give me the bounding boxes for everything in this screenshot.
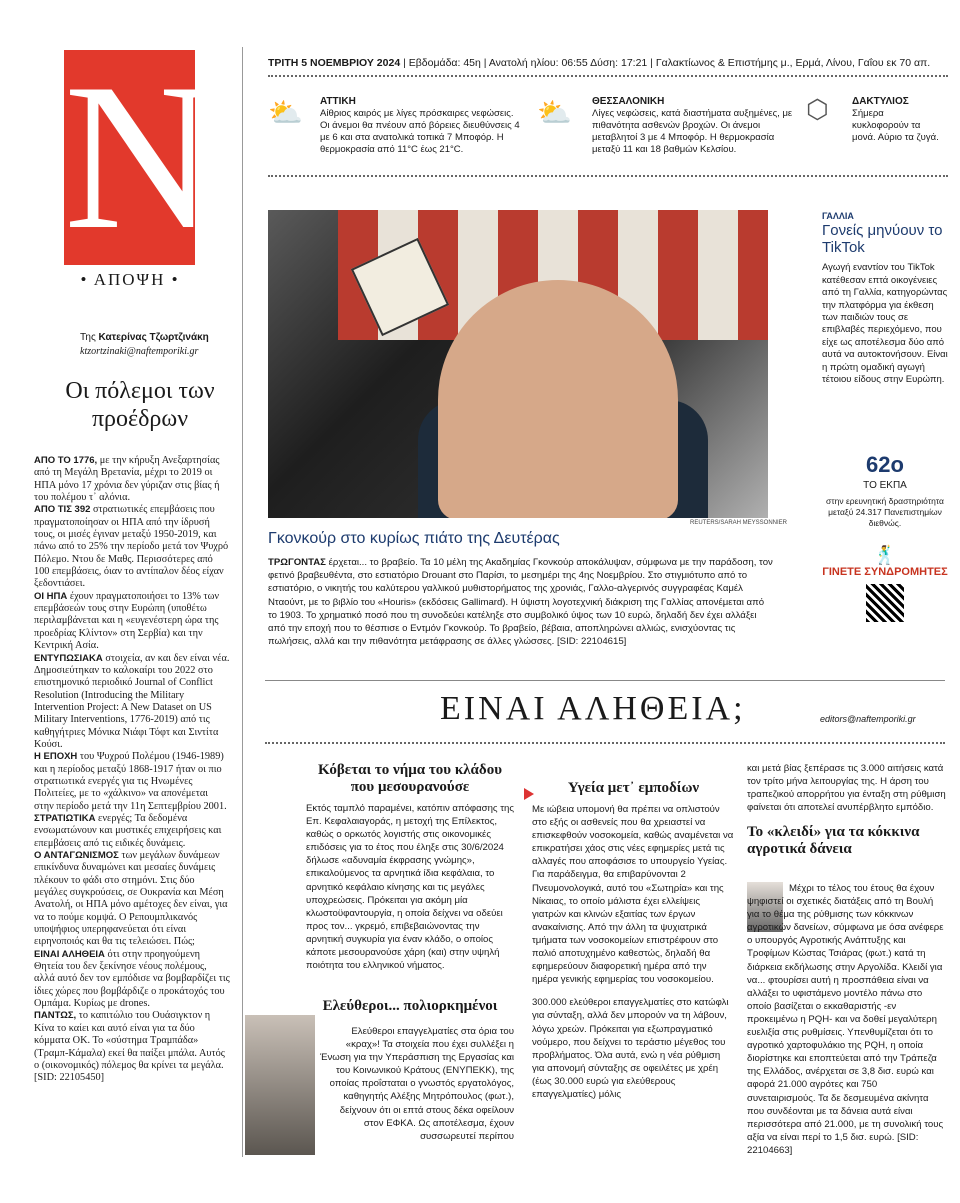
figure-icon: 🕺 bbox=[873, 545, 897, 565]
column-3: και μετά βίας ξεπέρασε τις 3.000 αιτήσεις κατά τον τρίτο μήνα λειτουργίας της. Η άρση του τραπεζικού απορρήτου για ένταξη στη ρύθμιση φαίνεται ότι αποτελεί ανυπέρβλητο εμπόδιο. Το «κλειδί» για τα κόκκινα αγροτικά δάνεια bbox=[747, 763, 946, 858]
subscribe-label[interactable]: ΓΙΝΕΤΕ ΣΥΝΔΡΟΜΗΤΕΣ bbox=[822, 566, 948, 578]
editors-email[interactable]: editors@naftemporiki.gr bbox=[820, 714, 916, 724]
section-rule bbox=[265, 680, 945, 681]
weather-attica: ΑΤΤΙΚΗ Αίθριος καιρός με λίγες πρόσκαιρες νεφώσεις. Οι άνεμοι θα πνέουν από βόρειες διευθύνσεις 4 με 6 και στα ανατολικά τοπικά 7 Μποφόρ. Η θερμοκρασία από 11°C έως 21°C. bbox=[320, 96, 520, 155]
ranking-number: 62ο bbox=[866, 452, 904, 477]
column-3-text: Μέχρι το τέλος του έτους θα έχουν ψηφιστεί οι σχετικές διατάξεις από τη Βουλή για το θέμα της ρύθμισης των κόκκινων αγροτικών δανείων, σύμφωνα με όσα ανέφερε ο υπουργός Αγροτικής Ανάπτυξης και Τροφίμων Κώστας Τσιάρας (φωτ.) κατά τη διάρκεια εκδήλωσης στην Αργολίδα. Κλειδί για να... φτουρίσει αυτή η προσπάθεια είναι να αλλάξει το υφιστάμενο μοντέλο πάνω στο οποίο βασίζεται ο εκκαθαριστής -εν προκειμένω η PQH- και να δοθεί μεγαλύτερη ευελιξία στις ρυθμίσεις. Υπενθυμίζεται ότι το αγροτικό χαρτοφυλάκιο της PQH, η οποία διορίστηκε και εποπτεύεται από την Τράπεζα της Ελλάδος, ανέρχεται σε 3,8 δισ. ευρώ και αφορά 21.000 αγρότες και 750 συνεταιρισμούς. Τα δε δεσμευμένα ακίνητα που συνδέονται με τα δάνεια αυτά είναι περισσότερα από 21.000, με τη συνολική τους αξία να είναι περί το 1,5 δισ. ευρώ. [SID: 22104663] bbox=[747, 883, 944, 1156]
sidebar-tiktok: ΓΑΛΛΙΑ Γονείς μηνύουν το TikTok Αγωγή εναντίον του TikTok κατέθεσαν επτά οικογένειες από τη Γαλλία, κατηγορώντας την πλατφόρμα για έκθεση των παιδιών τους σε επιβλαβές περιεχόμενο, που είχε ως αποτέλεσμα δύο από αυτά να αυτοκτονήσουν. Είναι η πρώτη ομαδική αγωγή τέτοιου είδους στην Ευρώπη. bbox=[822, 211, 948, 386]
column-1b-text: Ελεύθεροι επαγγελματίες στα όρια του «κραχ»! Τα στοιχεία που έχει συλλέξει η Ένωση για την Υπεράσπιση της Εργασίας και του Κοινωνικού Κράτους (ΕΝΥΠΕΚΚ), της οποίας προΐσταται ο γνωστός εργατολόγος, καθηγητής Αλέξης Μητρόπουλος (φωτ.), δείχνουν ότι οι επτά στους δέκα οφείλουν στον ΕΦΚΑ. Ως αποτέλεσμα, έχουν συσσωρευτεί περίπου bbox=[319, 1026, 514, 1142]
dotted-rule bbox=[265, 742, 945, 747]
goncourt-photo bbox=[268, 210, 768, 518]
opinion-paragraph: ΑΠΟ ΤΙΣ 392 στρατιωτικές επεμβάσεις που πραγματοποίησαν οι ΗΠΑ από την ίδρυσή τους, οι μισές έγιναν μεταξύ 1950-2019, και πάνω από το 25% την περίοδο μετά τον Ψυχρό Πόλεμο. Ντου δε Μαθς. Περισσότερες από 100 επεμβάσεις, όιαν το αντίπαλον δέος είχαν ξεδοντιάσει. bbox=[34, 504, 229, 590]
opinion-paragraph: Ο ΑΝΤΑΓΩΝΙΣΜΟΣ των μεγάλων δυνάμεων επικίνδυνα δυναμώνει και μεσαίες δυνάμεις πλέκουν το φάδι στο στημόνι. Στις δύο μεγάλες συγκρούσεις, σε Ουκρανία και Μέση Ανατολή, οι ΗΠΑ μόνο αμέτοχες δεν είναι, για να το πούμε κομψά. Ο Ρεπουμπλικανός υποψήφιος υπερηφανεύεται ότι είναι ειρηνοποιός και θα τις τελειώσει. Πώς; bbox=[34, 850, 228, 948]
einai-alitheia-title: ΕΙΝΑΙ ΑΛΗΘΕΙΑ; bbox=[440, 690, 746, 727]
date-bar: ΤΡΙΤΗ 5 ΝΟΕΜΒΡΙΟΥ 2024 | Εβδομάδα: 45η | Ανατολή ηλίου: 06:55 Δύση: 17:21 | Γαλακτίωνος & Επιστήμης μ., Ερμά, Λίνου, Γαΐου εκ 70 απ. bbox=[268, 57, 931, 69]
ranking-text: στην ερευνητική δραστηριότητα μεταξύ 24.317 Πανεπιστημίων διεθνώς. bbox=[826, 496, 944, 528]
mitropoulos-photo bbox=[245, 1015, 315, 1155]
opinion-body bbox=[34, 455, 230, 1085]
partly-cloudy-icon: ⛅ bbox=[268, 97, 303, 128]
opinion-paragraph: ΠΑΝΤΩΣ, το καπιτώλιο του Ουάσιγκτον η Κίνα το καίει και αυτό είναι για τα δύο κόμματα ΟΚ. Το «σύστημα Τραμπάδα» (Τραμπ-Κάμαλα) εκεί θα παίξει μπάλα. Αυτός ο (οικονομικός) πόλεμος θα κρίνει τα μεγάλα. [SID: 22105450] bbox=[34, 1010, 225, 1084]
newspaper-logo: N bbox=[64, 41, 216, 273]
ranking-label: ΤΟ ΕΚΠΑ bbox=[863, 480, 907, 491]
opinion-paragraph: ΟΙ ΗΠΑ έχουν πραγματοποιήσει το 13% των επεμβάσεών τους στην Ευρώπη (υποθέτω περιλαμβάνεται και η «ευγενέστερη ώρα της προεδρίας Κλίντον» στη Σερβία) και την Κεντρική Ασία. bbox=[34, 590, 220, 652]
qr-code-icon[interactable] bbox=[866, 584, 904, 622]
opinion-paragraph: Η ΕΠΟΧΗ του Ψυχρού Πολέμου (1946-1989) και η περίοδος μεταξύ 1868-1917 ήταν οι πιο στρατιωτικά ενεργές για τις Ηνωμένες Πολιτείες, με το «χάλκινο» να απονέμεται στην περίοδο μετά την 11η Σεπτεμβρίου 2001. bbox=[34, 751, 227, 812]
opinion-paragraph: ΕΙΝΑΙ ΑΛΗΘΕΙΑ ότι στην προηγούμενη Θητεία του δεν ξεκίνησε νέους πολέμους, αλλά αυτό δεν τον εμπόδισε να βομβαρδίζει τις ίδιες χώρες που βομβάρδιζε ο προκάτοχός του Ομπάμα. Κυρίως με drones. bbox=[34, 948, 230, 1010]
section-label: • ΑΠΟΨΗ • bbox=[80, 270, 180, 289]
photo-text: ΤΡΩΓΟΝΤΑΣ έρχεται... το βραβείο. Τα 10 μέλη της Ακαδημίας Γκονκούρ αποκάλυψαν, σύμφωνα με την παράδοση, τον φετινό βραβευθέντα, στο εστιατόριο Drouant στο Παρίσι, το μεσημέρι της 4ης Νοεμβρίου. Στο στιγμιότυπο από το εστιατόριο, ο νικητής του καλύτερου γαλλικού μυθιστορήματος της χρονιάς, Γαλλο-αλγερινός συγγραφέας Καμέλ Νταούντ, με το βιβλίο του «Houris» (εκδόσεις Gallimard). Η ύψιστη λογοτεχνική διάκριση της Γαλλίας απονέμεται από το 1903. Το χρηματικό ποσό που τη συνοδεύει κατέληξε στο συμβολικό ύψος των 10 ευρώ, δηλαδή δεν έχει αλλάξει από την εποχή που το θέσπισε ο Εντμόν Γκονκούρ. Το βραβείο, βέβαια, αποπληρώνει αλλιώς, ενισχύοντας τις πωλήσεις, αλλά και την πιθανότητα μετάφρασης σε άλλες γλώσσες. [SID: 22104615] bbox=[268, 557, 773, 648]
opinion-paragraph: ΕΝΤΥΠΩΣΙΑΚΑ στοιχεία, αν και δεν είναι νέα. Δημοσιεύτηκαν το καλοκαίρι του 2022 στο επιστημονικό περιοδικό Journal of Conflict Resolution (Introducing the Military Intervention Project: A New Dataset on US Military Interventions, 1776-2019) από τις καθηγήτριες Μόνικα Νιάφι Τόφτ και Σιντίτα Κούσι. bbox=[34, 652, 230, 750]
ring-road-icon: ⬡ bbox=[806, 94, 829, 124]
column-2: Υγεία μετ᾽ εμποδίων Με ιώβεια υπομονή θα πρέπει να οπλιστούν στο εξής οι ασθενείς που θα χρειαστεί να επισκεφθούν νοσοκομεία, καθώς αναμένεται να επικρατήσει χάος στις νέες εφημερίες μετά τις αλλαγές που αποφάσισε το υπουργείο Υγείας. Για παράδειγμα, θα επιβαρύνονται 2 Πνευμονολογικά, αυτό του «Σωτηρία» και της Νίκαιας, το οποίο μάλιστα έχει ελλείψεις γιατρών και κλινών εξαιτίας των έργων ανακαίνισης. Από την άλλη τα ψυχιατρικά τμήματα των νοσοκομείων επιστρέφουν στο παλιό αποτυχημένο καθεστώς, δηλαδή θα εφημερεύουν διαφορετική ημέρα από την ημέρα γενικής εφημερίας του νοσοκομείου. 300.000 ελεύθεροι επαγγελματίες στο κατώφλι για σύνταξη, αλλά δεν μπορούν να τη λάβουν, λόγω χρεών. Πρόκειται για εξωπραγματικό νούμερο, που δείχνει το τεράστιο μέγεθος του προβλήματος. Όλα αυτά, ενώ η νέα ρύθμιση για απονομή σύνταξης σε οφειλέτες με χρέη (έως 30.000 ευρώ για ελεύθερους επαγγελματίες) μόλις bbox=[532, 780, 734, 1100]
photo-headline: Γκονκούρ στο κυρίως πιάτο της Δευτέρας bbox=[268, 530, 560, 547]
column-divider bbox=[242, 47, 243, 1157]
dotted-rule bbox=[268, 175, 948, 180]
byline: Της Κατερίνας Τζωρτζινάκη bbox=[80, 332, 209, 343]
opinion-paragraph: ΣΤΡΑΤΙΩΤΙΚΑ ενεργές; Τα δεδομένα ενσωματώνουν και μυστικές επιχειρήσεις και επεμβάσεις από τις ειδικές δυνάμεις. bbox=[34, 812, 222, 849]
column-1b: Ελεύθεροι... πολιορκημένοι bbox=[322, 998, 498, 1014]
photo-credit: REUTERS/SARAH MEYSSONNIER bbox=[690, 520, 788, 526]
opinion-title: Οι πόλεμοι των προέδρων bbox=[65, 378, 215, 432]
opinion-paragraph: ΑΠΟ ΤΟ 1776, με την κήρυξη Ανεξαρτησίας από τη Μεγάλη Βρετανία, μέχρι το 2019 οι ΗΠΑ μόνο 17 χρόνια δεν γύριζαν στις βίας ή του πολέμου τ᾽ αλόνια. bbox=[34, 455, 220, 504]
author-email[interactable]: ktzortzinaki@naftemporiki.gr bbox=[80, 346, 199, 357]
subscribe-box[interactable] bbox=[822, 545, 948, 622]
column-1: Κόβεται το νήμα του κλάδου που μεσουρανούσε Εκτός ταμπλό παραμένει, κατόπιν απόφασης της Επ. Κεφαλαιαγοράς, η μετοχή της Επίλεκτος, καθώς ο ορκωτός λογιστής στις οικονομικές επιδόσεις για το έτος που έληξε στις 30/6/2024 δήλωσε «αδυναμία έκφρασης γνώμης», επικαλούμενος τα αρνητικά ίδια κεφάλαια, το αρνητικό κεφάλαιο κίνησης και τις μεγάλες υποχρεώσεις. Πρόκειται για ακόμη μία κλωστοϋφαντουργία, η οποία δείχνει να οδεύει προς τον... γκρεμό, επιβεβαιώνοντας την αρνητική συγκυρία για έναν κλάδο, ο οποίος κάποτε μεσουρανούσε χάρη (και) στην υψηλή ποιότητα του ελληνικού νήματος. bbox=[306, 762, 514, 972]
cloud-sun-icon: ⛅ bbox=[537, 97, 572, 128]
weather-thessaloniki: ΘΕΣΣΑΛΟΝΙΚΗ Λίγες νεφώσεις, κατά διαστήματα αυξημένες, με πιθανότητα ασθενών βροχών. Οι άνεμοι μεταβλητοί 3 με 4 Μποφόρ. Η θερμοκρασία μεταξύ 11 και 18 βαθμών Κελσίου. bbox=[592, 96, 793, 155]
ring-road: ΔΑΚΤΥΛΙΟΣ Σήμερα κυκλοφορούν τα μονά. Αύριο τα ζυγά. bbox=[852, 96, 939, 143]
dotted-rule bbox=[268, 75, 948, 80]
